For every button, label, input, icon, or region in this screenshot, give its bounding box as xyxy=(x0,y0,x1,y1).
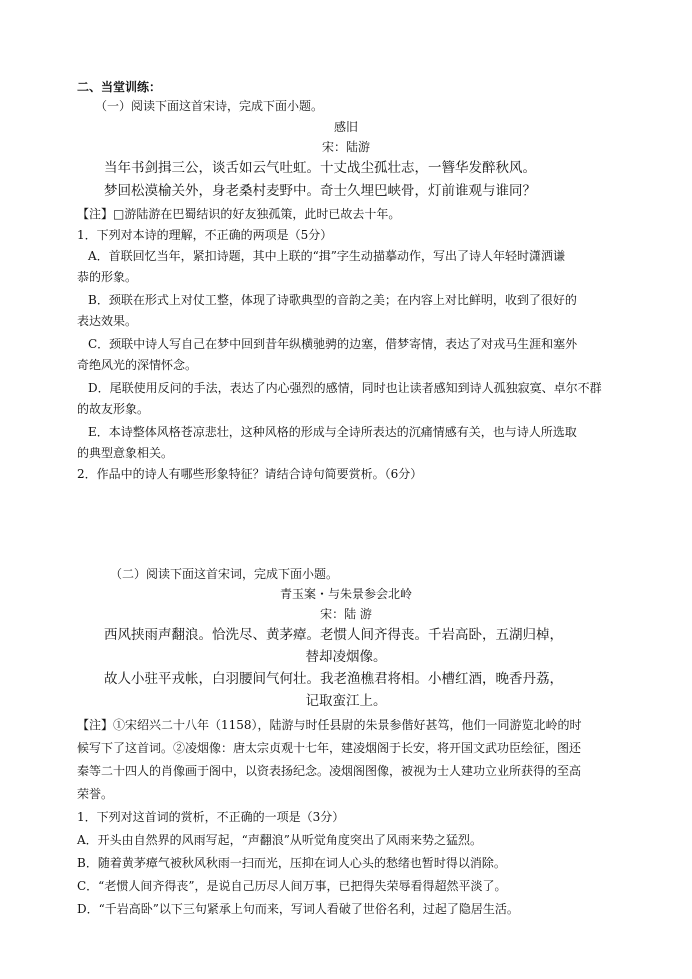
part2-note-line: 秦等二十四人的肖像画于阁中，以资表扬纪念。凌烟阁图像，被视为士人建功立业所获得的至高 xyxy=(77,764,582,778)
part2-option-b: B．随着黄茅瘴气被秋风秋雨一扫而光，压抑在词人心头的愁绪也暂时得以消除。 xyxy=(77,856,506,870)
part2-poem-line: 替却凌烟像。 xyxy=(305,649,387,665)
part2-note-line: 候写下了这首词。②凌烟像：唐太宗贞观十七年，建凌烟阁于长安，将开国文武功臣绘征，图还 xyxy=(77,741,582,755)
part1-option-b-cont: 表达效果。 xyxy=(77,314,138,328)
part2-note-line: 【注】①宋绍兴二十八年（1158），陆游与时任县尉的朱景参偕好甚笃，他们一同游览北岭的时 xyxy=(77,718,582,732)
part1-intro: （一）阅读下面这首宋诗，完成下面小题。 xyxy=(95,99,324,113)
part1-poem-title: 感旧 xyxy=(333,120,358,134)
part1-note: 【注】□游陆游在巴蜀结识的好友独孤策，此时已故去十年。 xyxy=(77,207,401,221)
part2-poem-line: 故人小驻平戎帐，白羽腰间气何壮。我老渔樵君将相。小槽红酒，晚香丹荔， xyxy=(104,671,563,687)
part2-poem-line: 记取蛮江上。 xyxy=(305,693,387,709)
part2-option-d: D．“千岩高卧”以下三句紧承上句而来，写词人看破了世俗名利，过起了隐居生活。 xyxy=(77,902,519,916)
part2-option-a: A．开头由自然界的风雨写起，“声翻浪”从听觉角度突出了风雨来势之猛烈。 xyxy=(77,833,482,847)
part1-option-d-cont: 的故友形象。 xyxy=(77,402,150,416)
part1-poem-line: 梦回松漠榆关外，身老桑村麦野中。奇士久埋巴峡骨，灯前谁观与谁同？ xyxy=(104,183,536,199)
part1-option-c-cont: 奇绝风光的深情怀念。 xyxy=(77,358,198,372)
section-heading: 二、当堂训练： xyxy=(77,80,162,94)
part1-author: 宋：陆游 xyxy=(321,140,370,154)
part1-question-1-stem: 1．下列对本诗的理解，不正确的两项是（5分） xyxy=(77,228,333,242)
part1-poem-line: 当年书剑揖三公，谈舌如云气吐虹。十丈战尘孤壮志，一簪华发醉秋风。 xyxy=(104,160,536,176)
part2-option-c: C．“老惯人间齐得丧”，是说自己历尽人间万事，已把得失荣辱看得超然平淡了。 xyxy=(77,879,507,893)
part2-note-line: 荣誉。 xyxy=(77,787,114,801)
part1-question-2: 2．作品中的诗人有哪些形象特征？请结合诗句简要赏析。（6分） xyxy=(77,467,423,481)
part1-option-c: C．颈联中诗人写自己在梦中回到昔年纵横驰骋的边塞，借梦寄情，表达了对戎马生涯和塞外 xyxy=(88,337,578,351)
part2-poem-line: 西风挟雨声翻浪。恰洗尽、黄茅瘴。老惯人间齐得丧。千岩高卧，五湖归棹， xyxy=(104,627,563,643)
part1-option-d: D．尾联使用反问的手法，表达了内心强烈的感情，同时也让读者感知到诗人孤独寂寞、卓尔不群 xyxy=(88,381,602,395)
part1-option-e-cont: 的典型意象相关。 xyxy=(77,446,174,460)
part2-question-1-stem: 1．下列对这首词的赏析，不正确的一项是（3分） xyxy=(77,810,345,824)
part1-option-a: A．首联回忆当年，紧扣诗题，其中上联的“揖”字生动描摹动作，写出了诗人年轻时潇洒谦 xyxy=(88,249,565,263)
part2-poem-title: 青玉案・与朱景参会北岭 xyxy=(279,587,412,601)
part1-option-e: E．本诗整体风格苍凉悲壮，这种风格的形成与全诗所表达的沉痛情感有关，也与诗人所选取 xyxy=(88,425,577,439)
part2-author: 宋：陆 游 xyxy=(320,607,372,621)
part2-intro: （二）阅读下面这首宋词，完成下面小题。 xyxy=(110,567,339,581)
part1-option-b: B．颈联在形式上对仗工整，体现了诗歌典型的音韵之美；在内容上对比鲜明，收到了很好的 xyxy=(88,293,577,307)
part1-option-a-cont: 恭的形象。 xyxy=(77,270,138,284)
